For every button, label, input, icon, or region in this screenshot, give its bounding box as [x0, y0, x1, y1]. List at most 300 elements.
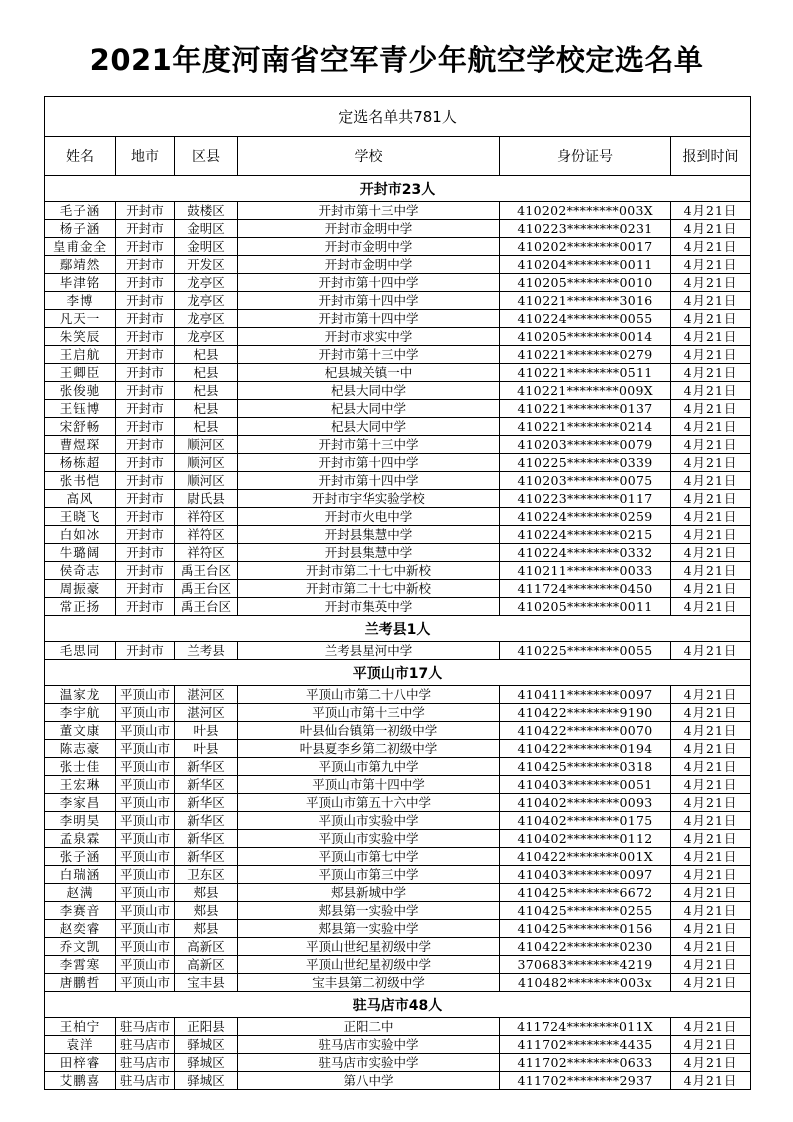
district-cell: 禹王台区: [175, 562, 238, 580]
student-name-cell: 凡天一: [45, 310, 116, 328]
table-row: [45, 418, 751, 436]
report-date-cell: 4月21日: [671, 722, 751, 740]
school-cell: 开封市金明中学: [238, 238, 500, 256]
student-name-cell: 王宏琳: [45, 776, 116, 794]
school-cell: 开封市第十三中学: [238, 202, 500, 220]
district-cell: 金明区: [175, 238, 238, 256]
total-count: 定选名单共781人: [45, 97, 751, 137]
city-cell: 开封市: [116, 292, 175, 310]
student-name-cell: 田梓睿: [45, 1054, 116, 1072]
district-cell: 郏县: [175, 902, 238, 920]
city-cell: 开封市: [116, 472, 175, 490]
report-date-cell: 4月21日: [671, 956, 751, 974]
id-number-cell: 410221********0511: [500, 364, 671, 382]
student-name-cell: 杨子涵: [45, 220, 116, 238]
table-row: [45, 202, 751, 220]
city-cell: 开封市: [116, 256, 175, 274]
district-cell: 禹王台区: [175, 598, 238, 616]
id-number-cell: 410223********0231: [500, 220, 671, 238]
city-cell: 开封市: [116, 544, 175, 562]
student-name-cell: 毛子涵: [45, 202, 116, 220]
city-cell: 开封市: [116, 562, 175, 580]
district-cell: 叶县: [175, 740, 238, 758]
district-cell: 顺河区: [175, 454, 238, 472]
school-cell: 叶县仙台镇第一初级中学: [238, 722, 500, 740]
table-row: [45, 526, 751, 544]
report-date-cell: 4月21日: [671, 472, 751, 490]
city-cell: 平顶山市: [116, 848, 175, 866]
section-label: 兰考县1人: [45, 616, 751, 642]
city-cell: 平顶山市: [116, 686, 175, 704]
id-number-cell: 410482********003x: [500, 974, 671, 992]
id-number-cell: 410203********0079: [500, 436, 671, 454]
school-cell: 平顶山世纪星初级中学: [238, 956, 500, 974]
school-cell: 开封市第十四中学: [238, 292, 500, 310]
school-cell: 开封县集慧中学: [238, 544, 500, 562]
school-cell: 平顶山市实验中学: [238, 830, 500, 848]
id-number-cell: 410422********001X: [500, 848, 671, 866]
school-cell: 开封市第十四中学: [238, 274, 500, 292]
report-date-cell: 4月21日: [671, 202, 751, 220]
city-cell: 驻马店市: [116, 1072, 175, 1090]
table-row: [45, 490, 751, 508]
id-number-cell: 410422********0230: [500, 938, 671, 956]
city-cell: 平顶山市: [116, 938, 175, 956]
id-number-cell: 410425********0255: [500, 902, 671, 920]
section-header-row: [45, 616, 751, 642]
table-row: [45, 382, 751, 400]
student-name-cell: 赵奕睿: [45, 920, 116, 938]
document-title: 2021年度河南省空军青少年航空学校定选名单: [89, 43, 704, 77]
school-cell: 开封市金明中学: [238, 220, 500, 238]
student-name-cell: 宋舒畅: [45, 418, 116, 436]
city-cell: 开封市: [116, 580, 175, 598]
table-row: [45, 758, 751, 776]
table-row: [45, 704, 751, 722]
city-cell: 平顶山市: [116, 830, 175, 848]
report-date-cell: 4月21日: [671, 974, 751, 992]
id-number-cell: 410202********003X: [500, 202, 671, 220]
student-name-cell: 唐鹏哲: [45, 974, 116, 992]
district-cell: 祥符区: [175, 544, 238, 562]
table-row: [45, 256, 751, 274]
district-cell: 顺河区: [175, 472, 238, 490]
city-cell: 平顶山市: [116, 812, 175, 830]
student-name-cell: 皇甫金全: [45, 238, 116, 256]
report-date-cell: 4月21日: [671, 794, 751, 812]
report-date-cell: 4月21日: [671, 830, 751, 848]
report-date-cell: 4月21日: [671, 902, 751, 920]
student-name-cell: 张子涵: [45, 848, 116, 866]
school-cell: 开封市宇华实验学校: [238, 490, 500, 508]
city-cell: 驻马店市: [116, 1054, 175, 1072]
id-number-cell: 411702********2937: [500, 1072, 671, 1090]
report-date-cell: 4月21日: [671, 382, 751, 400]
school-cell: 开封市金明中学: [238, 256, 500, 274]
city-cell: 平顶山市: [116, 974, 175, 992]
district-cell: 鼓楼区: [175, 202, 238, 220]
student-name-cell: 常正扬: [45, 598, 116, 616]
id-number-cell: 410224********0055: [500, 310, 671, 328]
district-cell: 新华区: [175, 812, 238, 830]
school-cell: 驻马店市实验中学: [238, 1054, 500, 1072]
report-date-cell: 4月21日: [671, 562, 751, 580]
table-row: [45, 830, 751, 848]
id-number-cell: 370683********4219: [500, 956, 671, 974]
section-label: 平顶山市17人: [45, 660, 751, 686]
id-number-cell: 410422********0194: [500, 740, 671, 758]
district-cell: 新华区: [175, 758, 238, 776]
school-cell: 平顶山市第三中学: [238, 866, 500, 884]
table-row: [45, 562, 751, 580]
district-cell: 驿城区: [175, 1036, 238, 1054]
id-number-cell: 410205********0010: [500, 274, 671, 292]
student-name-cell: 孟泉霖: [45, 830, 116, 848]
table-row: [45, 884, 751, 902]
school-cell: 郏县第一实验中学: [238, 920, 500, 938]
id-number-cell: 410202********0017: [500, 238, 671, 256]
city-cell: 开封市: [116, 642, 175, 660]
id-number-cell: 410223********0117: [500, 490, 671, 508]
table-row: [45, 274, 751, 292]
student-name-cell: 鄢靖然: [45, 256, 116, 274]
student-name-cell: 李宇航: [45, 704, 116, 722]
city-cell: 平顶山市: [116, 704, 175, 722]
table-row: [45, 722, 751, 740]
city-cell: 开封市: [116, 202, 175, 220]
school-cell: 开封市求实中学: [238, 328, 500, 346]
school-cell: 开封市第十四中学: [238, 472, 500, 490]
count-row: [45, 97, 751, 137]
table-row: [45, 902, 751, 920]
district-cell: 兰考县: [175, 642, 238, 660]
student-name-cell: 袁洋: [45, 1036, 116, 1054]
table-row: [45, 642, 751, 660]
student-name-cell: 侯奇志: [45, 562, 116, 580]
school-cell: 开封县集慧中学: [238, 526, 500, 544]
district-cell: 湛河区: [175, 704, 238, 722]
report-date-cell: 4月21日: [671, 884, 751, 902]
report-date-cell: 4月21日: [671, 544, 751, 562]
id-number-cell: 410225********0055: [500, 642, 671, 660]
district-cell: 祥符区: [175, 526, 238, 544]
district-cell: 龙亭区: [175, 292, 238, 310]
student-name-cell: 艾鹏喜: [45, 1072, 116, 1090]
school-cell: 平顶山市实验中学: [238, 812, 500, 830]
student-name-cell: 白瑞涵: [45, 866, 116, 884]
id-number-cell: 410422********9190: [500, 704, 671, 722]
report-date-cell: 4月21日: [671, 220, 751, 238]
district-cell: 龙亭区: [175, 274, 238, 292]
report-date-cell: 4月21日: [671, 346, 751, 364]
student-name-cell: 李霄寒: [45, 956, 116, 974]
report-date-cell: 4月21日: [671, 1036, 751, 1054]
student-name-cell: 张士佳: [45, 758, 116, 776]
id-number-cell: 410211********0033: [500, 562, 671, 580]
city-cell: 开封市: [116, 328, 175, 346]
table-row: [45, 686, 751, 704]
id-number-cell: 410221********3016: [500, 292, 671, 310]
school-cell: 宝丰县第二初级中学: [238, 974, 500, 992]
district-cell: 龙亭区: [175, 328, 238, 346]
table-row: [45, 974, 751, 992]
city-cell: 开封市: [116, 436, 175, 454]
table-row: [45, 1072, 751, 1090]
id-number-cell: 410205********0011: [500, 598, 671, 616]
school-cell: 杞县城关镇一中: [238, 364, 500, 382]
city-cell: 平顶山市: [116, 884, 175, 902]
student-name-cell: 周振豪: [45, 580, 116, 598]
report-date-cell: 4月21日: [671, 812, 751, 830]
school-cell: 第八中学: [238, 1072, 500, 1090]
school-cell: 开封市火电中学: [238, 508, 500, 526]
district-cell: 开发区: [175, 256, 238, 274]
report-date-cell: 4月21日: [671, 364, 751, 382]
id-number-cell: 410402********0093: [500, 794, 671, 812]
table-row: [45, 776, 751, 794]
district-cell: 尉氏县: [175, 490, 238, 508]
id-number-cell: 410221********009X: [500, 382, 671, 400]
school-cell: 开封市第二十七中新校: [238, 562, 500, 580]
school-cell: 开封市第十四中学: [238, 310, 500, 328]
report-date-cell: 4月21日: [671, 920, 751, 938]
table-row: [45, 580, 751, 598]
id-number-cell: 410425********0318: [500, 758, 671, 776]
id-number-cell: 411702********0633: [500, 1054, 671, 1072]
school-cell: 开封市第十四中学: [238, 454, 500, 472]
report-date-cell: 4月21日: [671, 1018, 751, 1036]
report-date-cell: 4月21日: [671, 328, 751, 346]
city-cell: 平顶山市: [116, 956, 175, 974]
city-cell: 开封市: [116, 382, 175, 400]
id-number-cell: 410403********0097: [500, 866, 671, 884]
city-cell: 开封市: [116, 310, 175, 328]
student-name-cell: 王启航: [45, 346, 116, 364]
city-cell: 平顶山市: [116, 920, 175, 938]
city-cell: 开封市: [116, 526, 175, 544]
district-cell: 祥符区: [175, 508, 238, 526]
student-name-cell: 王柏宁: [45, 1018, 116, 1036]
city-cell: 驻马店市: [116, 1036, 175, 1054]
district-cell: 顺河区: [175, 436, 238, 454]
student-name-cell: 李家昌: [45, 794, 116, 812]
district-cell: 金明区: [175, 220, 238, 238]
student-name-cell: 毕津铭: [45, 274, 116, 292]
city-cell: 驻马店市: [116, 1018, 175, 1036]
id-number-cell: 410402********0112: [500, 830, 671, 848]
district-cell: 新华区: [175, 794, 238, 812]
student-name-cell: 赵满: [45, 884, 116, 902]
student-name-cell: 牛璐阔: [45, 544, 116, 562]
school-cell: 杞县大同中学: [238, 418, 500, 436]
city-cell: 开封市: [116, 274, 175, 292]
roster-body: [45, 97, 751, 1090]
district-cell: 驿城区: [175, 1054, 238, 1072]
student-name-cell: 王钰博: [45, 400, 116, 418]
report-date-cell: 4月21日: [671, 238, 751, 256]
id-number-cell: 410205********0014: [500, 328, 671, 346]
school-cell: 郏县新城中学: [238, 884, 500, 902]
header-city: 地市: [116, 137, 175, 176]
city-cell: 开封市: [116, 598, 175, 616]
school-cell: 平顶山世纪星初级中学: [238, 938, 500, 956]
school-cell: 开封市第十三中学: [238, 436, 500, 454]
district-cell: 龙亭区: [175, 310, 238, 328]
report-date-cell: 4月21日: [671, 866, 751, 884]
district-cell: 驿城区: [175, 1072, 238, 1090]
student-name-cell: 王晓飞: [45, 508, 116, 526]
city-cell: 平顶山市: [116, 776, 175, 794]
student-name-cell: 陈志豪: [45, 740, 116, 758]
section-header-row: [45, 660, 751, 686]
city-cell: 开封市: [116, 364, 175, 382]
district-cell: 高新区: [175, 956, 238, 974]
school-cell: 郏县第一实验中学: [238, 902, 500, 920]
city-cell: 平顶山市: [116, 722, 175, 740]
table-row: [45, 1018, 751, 1036]
student-name-cell: 李赛音: [45, 902, 116, 920]
report-date-cell: 4月21日: [671, 776, 751, 794]
city-cell: 平顶山市: [116, 794, 175, 812]
city-cell: 开封市: [116, 220, 175, 238]
city-cell: 开封市: [116, 490, 175, 508]
student-name-cell: 董文康: [45, 722, 116, 740]
table-row: [45, 238, 751, 256]
table-row: [45, 598, 751, 616]
report-date-cell: 4月21日: [671, 256, 751, 274]
district-cell: 新华区: [175, 848, 238, 866]
header-id-number: 身份证号: [500, 137, 671, 176]
city-cell: 平顶山市: [116, 866, 175, 884]
city-cell: 开封市: [116, 418, 175, 436]
section-label: 驻马店市48人: [45, 992, 751, 1018]
report-date-cell: 4月21日: [671, 848, 751, 866]
school-cell: 平顶山市第十三中学: [238, 704, 500, 722]
table-row: [45, 472, 751, 490]
roster-table: [44, 96, 751, 1090]
id-number-cell: 411724********0450: [500, 580, 671, 598]
district-cell: 湛河区: [175, 686, 238, 704]
id-number-cell: 410403********0051: [500, 776, 671, 794]
id-number-cell: 410224********0215: [500, 526, 671, 544]
table-row: [45, 740, 751, 758]
report-date-cell: 4月21日: [671, 580, 751, 598]
report-date-cell: 4月21日: [671, 454, 751, 472]
section-label: 开封市23人: [45, 176, 751, 202]
student-name-cell: 毛思同: [45, 642, 116, 660]
report-date-cell: 4月21日: [671, 292, 751, 310]
table-row: [45, 310, 751, 328]
school-cell: 叶县夏李乡第二初级中学: [238, 740, 500, 758]
table-row: [45, 1036, 751, 1054]
report-date-cell: 4月21日: [671, 1054, 751, 1072]
table-row: [45, 436, 751, 454]
city-cell: 开封市: [116, 238, 175, 256]
table-row: [45, 508, 751, 526]
school-cell: 平顶山市第七中学: [238, 848, 500, 866]
student-name-cell: 张俊驰: [45, 382, 116, 400]
id-number-cell: 410425********0156: [500, 920, 671, 938]
student-name-cell: 杨栋超: [45, 454, 116, 472]
student-name-cell: 乔文凯: [45, 938, 116, 956]
school-cell: 平顶山市第十四中学: [238, 776, 500, 794]
district-cell: 杞县: [175, 382, 238, 400]
report-date-cell: 4月21日: [671, 598, 751, 616]
header-row: [45, 137, 751, 176]
table-row: [45, 1054, 751, 1072]
school-cell: 开封市第十三中学: [238, 346, 500, 364]
report-date-cell: 4月21日: [671, 508, 751, 526]
id-number-cell: 410425********6672: [500, 884, 671, 902]
table-row: [45, 794, 751, 812]
table-row: [45, 812, 751, 830]
district-cell: 卫东区: [175, 866, 238, 884]
district-cell: 杞县: [175, 400, 238, 418]
id-number-cell: 410422********0070: [500, 722, 671, 740]
id-number-cell: 410221********0214: [500, 418, 671, 436]
city-cell: 开封市: [116, 346, 175, 364]
id-number-cell: 410225********0339: [500, 454, 671, 472]
section-header-row: [45, 176, 751, 202]
table-row: [45, 938, 751, 956]
school-cell: 驻马店市实验中学: [238, 1036, 500, 1054]
id-number-cell: 411724********011X: [500, 1018, 671, 1036]
student-name-cell: 温家龙: [45, 686, 116, 704]
district-cell: 杞县: [175, 364, 238, 382]
table-row: [45, 292, 751, 310]
table-row: [45, 956, 751, 974]
table-row: [45, 346, 751, 364]
table-row: [45, 328, 751, 346]
header-report-date: 报到时间: [671, 137, 751, 176]
city-cell: 平顶山市: [116, 902, 175, 920]
school-cell: 兰考县星河中学: [238, 642, 500, 660]
roster-sheet: [44, 96, 750, 1090]
report-date-cell: 4月21日: [671, 740, 751, 758]
school-cell: 开封市集英中学: [238, 598, 500, 616]
district-cell: 新华区: [175, 776, 238, 794]
report-date-cell: 4月21日: [671, 310, 751, 328]
school-cell: 平顶山市第九中学: [238, 758, 500, 776]
student-name-cell: 曹煜琛: [45, 436, 116, 454]
report-date-cell: 4月21日: [671, 526, 751, 544]
district-cell: 郏县: [175, 884, 238, 902]
report-date-cell: 4月21日: [671, 704, 751, 722]
school-cell: 平顶山市第五十六中学: [238, 794, 500, 812]
school-cell: 开封市第二十七中新校: [238, 580, 500, 598]
district-cell: 禹王台区: [175, 580, 238, 598]
district-cell: 杞县: [175, 418, 238, 436]
report-date-cell: 4月21日: [671, 490, 751, 508]
student-name-cell: 李博: [45, 292, 116, 310]
header-district: 区县: [175, 137, 238, 176]
district-cell: 叶县: [175, 722, 238, 740]
header-name: 姓名: [45, 137, 116, 176]
district-cell: 正阳县: [175, 1018, 238, 1036]
report-date-cell: 4月21日: [671, 400, 751, 418]
table-row: [45, 920, 751, 938]
table-row: [45, 866, 751, 884]
report-date-cell: 4月21日: [671, 274, 751, 292]
id-number-cell: 411702********4435: [500, 1036, 671, 1054]
city-cell: 开封市: [116, 454, 175, 472]
table-row: [45, 400, 751, 418]
report-date-cell: 4月21日: [671, 642, 751, 660]
district-cell: 杞县: [175, 346, 238, 364]
id-number-cell: 410221********0137: [500, 400, 671, 418]
table-row: [45, 544, 751, 562]
school-cell: 杞县大同中学: [238, 382, 500, 400]
